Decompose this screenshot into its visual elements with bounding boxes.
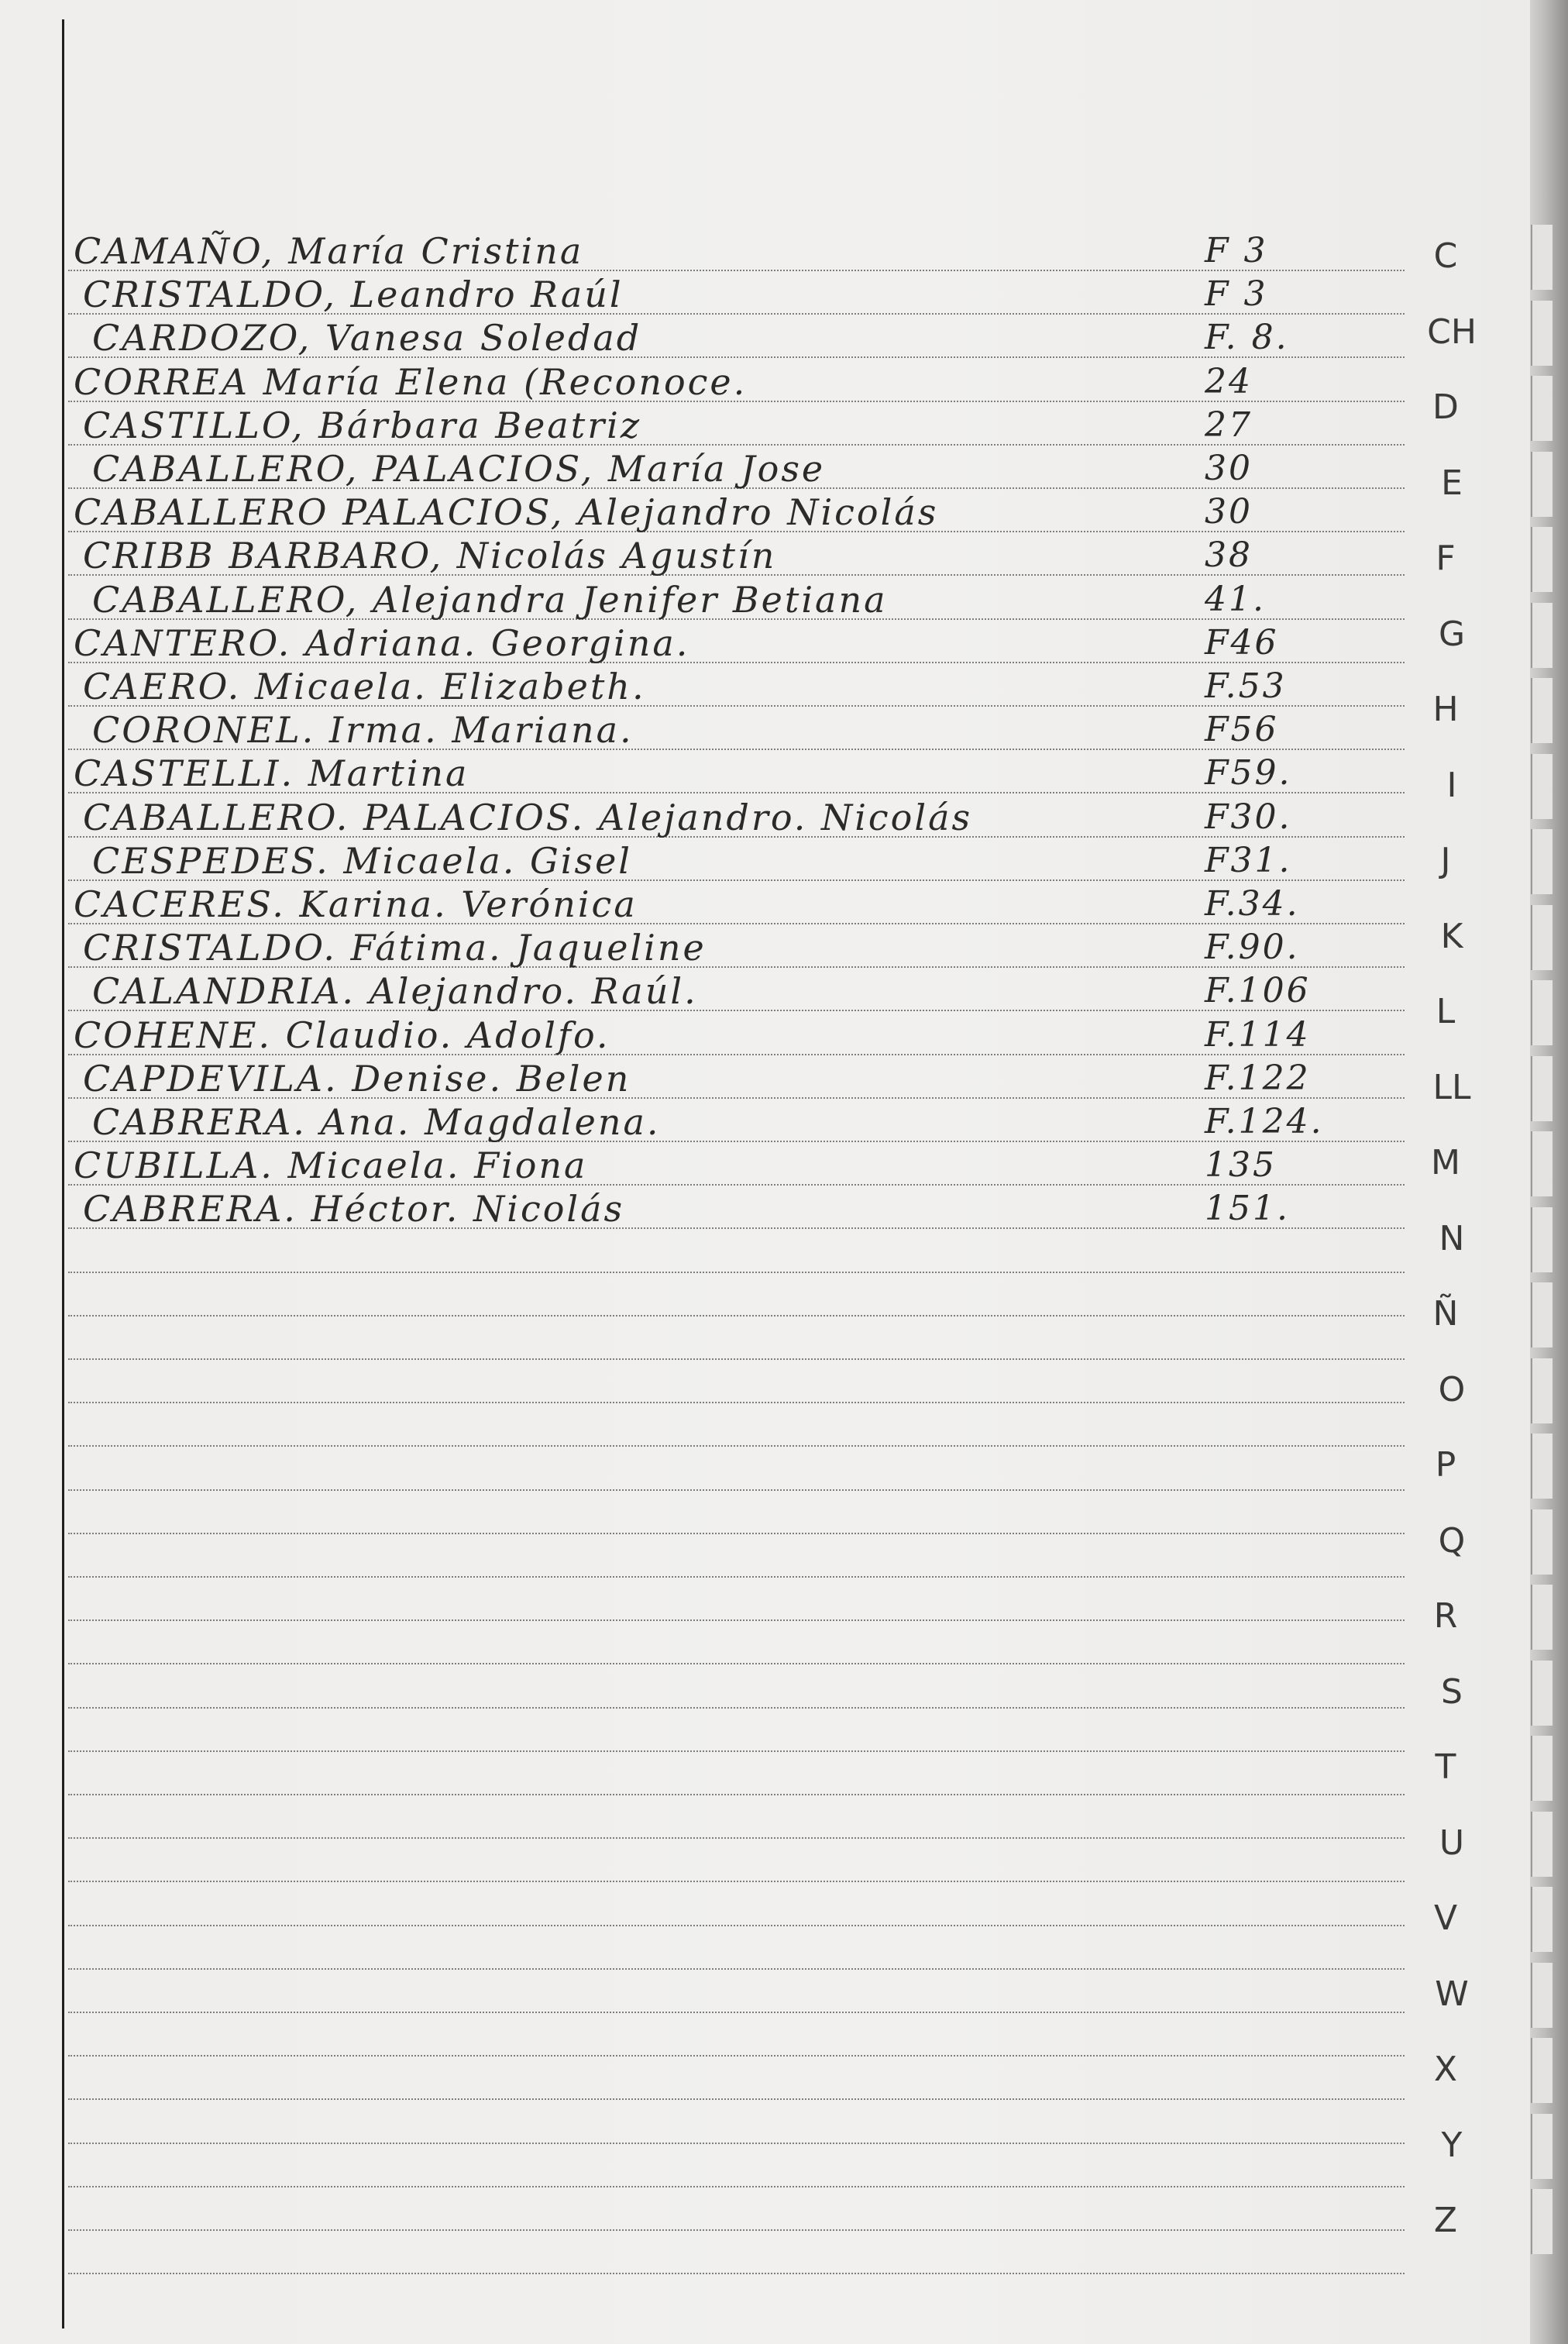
alphabet-index-tabs <box>1415 0 1539 2344</box>
edge-tab <box>1531 1282 1553 1348</box>
entry-page-ref: F.124. <box>1205 1102 1324 1141</box>
entry-name: CABALLERO. PALACIOS. Alejandro. Nicolás <box>83 796 973 838</box>
entry-page-ref: 30 <box>1205 492 1253 532</box>
index-tab-letter[interactable]: M <box>1431 1143 1460 1182</box>
entry-name: CORREA María Elena (Reconoce. <box>74 360 748 403</box>
edge-tab <box>1531 1812 1553 1877</box>
entry-name: CACERES. Karina. Verónica <box>74 883 638 925</box>
entry-name: CARDOZO, Vanesa Soledad <box>92 317 642 360</box>
index-tab-letter[interactable]: X <box>1433 2050 1458 2089</box>
entry-name: CAERO. Micaela. Elizabeth. <box>83 666 646 707</box>
edge-tab <box>1531 2038 1553 2103</box>
entry-name: CAPDEVILA. Denise. Belen <box>83 1057 631 1100</box>
entry-page-ref: F.53 <box>1205 666 1287 706</box>
edge-tab <box>1531 1358 1553 1423</box>
entry-page-ref: F. 8. <box>1205 318 1289 358</box>
entry-name: CESPEDES. Micaela. Gisel <box>92 839 632 882</box>
entry-name: CABRERA. Héctor. Nicolás <box>83 1188 625 1231</box>
index-tab-letter[interactable]: O <box>1438 1369 1466 1409</box>
index-tab-letter[interactable]: Ñ <box>1432 1294 1459 1334</box>
entry-page-ref: F.122 <box>1205 1058 1311 1098</box>
index-tab-letter[interactable]: F <box>1436 539 1456 578</box>
edge-tab <box>1531 1736 1553 1801</box>
entry-page-ref: 27 <box>1205 404 1253 445</box>
entry-page-ref: 30 <box>1205 449 1253 488</box>
edge-tab <box>1531 2189 1553 2254</box>
entry-name: CASTELLI. Martina <box>74 752 469 795</box>
edge-tab <box>1531 1887 1553 1952</box>
index-tab-letter[interactable]: G <box>1438 614 1466 654</box>
index-tab-letter[interactable]: P <box>1435 1445 1456 1485</box>
edge-tab <box>1531 1963 1553 2028</box>
edge-tab <box>1531 829 1553 894</box>
index-tab-letter[interactable]: Y <box>1441 2125 1463 2165</box>
index-tab-letter[interactable]: L <box>1436 992 1456 1031</box>
entry-name: CABALLERO PALACIOS, Alejandro Nicolás <box>74 491 939 534</box>
edge-tab <box>1531 905 1553 970</box>
edge-tab <box>1531 1056 1553 1121</box>
index-tab-letter[interactable]: Z <box>1433 2201 1458 2240</box>
edge-tab <box>1531 754 1553 819</box>
edge-tab <box>1531 527 1553 592</box>
edge-tab <box>1531 1131 1553 1196</box>
edge-tab <box>1531 376 1553 441</box>
entry-name: CABRERA. Ana. Magdalena. <box>92 1101 661 1143</box>
entry-page-ref: F 3 <box>1205 231 1268 270</box>
entry-page-ref: F30. <box>1205 797 1292 837</box>
index-tab-letter[interactable]: U <box>1439 1823 1465 1863</box>
entry-name: CABALLERO, PALACIOS, María Jose <box>92 448 826 490</box>
entry-name: CABALLERO, Alejandra Jenifer Betiana <box>92 578 888 621</box>
entry-name: CASTILLO, Bárbara Beatriz <box>83 404 642 446</box>
entry-name: CRISTALDO, Leandro Raúl <box>83 274 624 316</box>
entry-name: CANTERO. Adriana. Georgina. <box>74 621 690 664</box>
index-tab-letter[interactable]: CH <box>1427 312 1477 352</box>
index-tab-letter[interactable]: D <box>1432 387 1459 427</box>
entry-page-ref: F.90. <box>1205 928 1300 968</box>
index-tab-letter[interactable]: S <box>1441 1671 1463 1712</box>
edge-tab <box>1531 225 1553 290</box>
edge-tab <box>1531 1509 1553 1575</box>
entry-name: CRISTALDO. Fátima. Jaqueline <box>83 927 707 969</box>
edge-tab <box>1531 1661 1553 1726</box>
entry-page-ref: 151. <box>1205 1189 1290 1229</box>
entry-page-ref: F.34. <box>1205 884 1300 924</box>
edge-tab <box>1531 1434 1553 1499</box>
entry-page-ref: 135 <box>1205 1145 1277 1186</box>
index-tab-letter[interactable]: N <box>1439 1218 1465 1258</box>
edge-tab <box>1531 980 1553 1045</box>
index-tab-letter[interactable]: K <box>1440 916 1463 956</box>
entry-page-ref: F31. <box>1205 840 1292 880</box>
entry-page-ref: F56 <box>1205 710 1279 750</box>
index-tab-letter[interactable]: E <box>1441 463 1463 503</box>
index-tab-letter[interactable]: J <box>1440 841 1451 880</box>
entry-page-ref: F.106 <box>1205 971 1311 1011</box>
index-tab-letter[interactable]: T <box>1435 1747 1456 1787</box>
index-tab-letter[interactable]: C <box>1433 236 1458 276</box>
index-tab-letter[interactable]: H <box>1432 690 1459 729</box>
edge-tab <box>1531 301 1553 366</box>
edge-tab <box>1531 1585 1553 1650</box>
entry-page-ref: F.114 <box>1205 1014 1311 1055</box>
entry-page-ref: F46 <box>1205 622 1279 663</box>
index-tab-letter[interactable]: LL <box>1432 1067 1471 1107</box>
edge-tab <box>1531 603 1553 668</box>
edge-tab <box>1531 1207 1553 1272</box>
entry-name: CALANDRIA. Alejandro. Raúl. <box>92 970 698 1013</box>
edge-tab <box>1531 2114 1553 2179</box>
entry-page-ref: F 3 <box>1205 274 1268 315</box>
entry-name: COHENE. Claudio. Adolfo. <box>74 1014 610 1056</box>
entry-name: CAMAÑO, María Cristina <box>74 230 584 272</box>
entry-page-ref: 38 <box>1205 535 1253 576</box>
index-tab-letter[interactable]: I <box>1446 765 1457 805</box>
entry-name: CRIBB BARBARO, Nicolás Agustín <box>83 535 777 577</box>
edge-tab <box>1531 452 1553 517</box>
index-tab-letter[interactable]: Q <box>1438 1520 1466 1561</box>
edge-tab <box>1531 678 1553 743</box>
entry-page-ref: 41. <box>1205 579 1266 619</box>
entry-name: CORONEL. Irma. Mariana. <box>92 709 634 752</box>
entry-page-ref: F59. <box>1205 753 1292 793</box>
entry-name: CUBILLA. Micaela. Fiona <box>74 1144 588 1187</box>
index-tab-letter[interactable]: R <box>1433 1596 1458 1636</box>
entry-page-ref: 24 <box>1205 361 1253 401</box>
index-tab-letter[interactable]: V <box>1433 1898 1458 1938</box>
index-tab-letter[interactable]: W <box>1435 1974 1469 2014</box>
